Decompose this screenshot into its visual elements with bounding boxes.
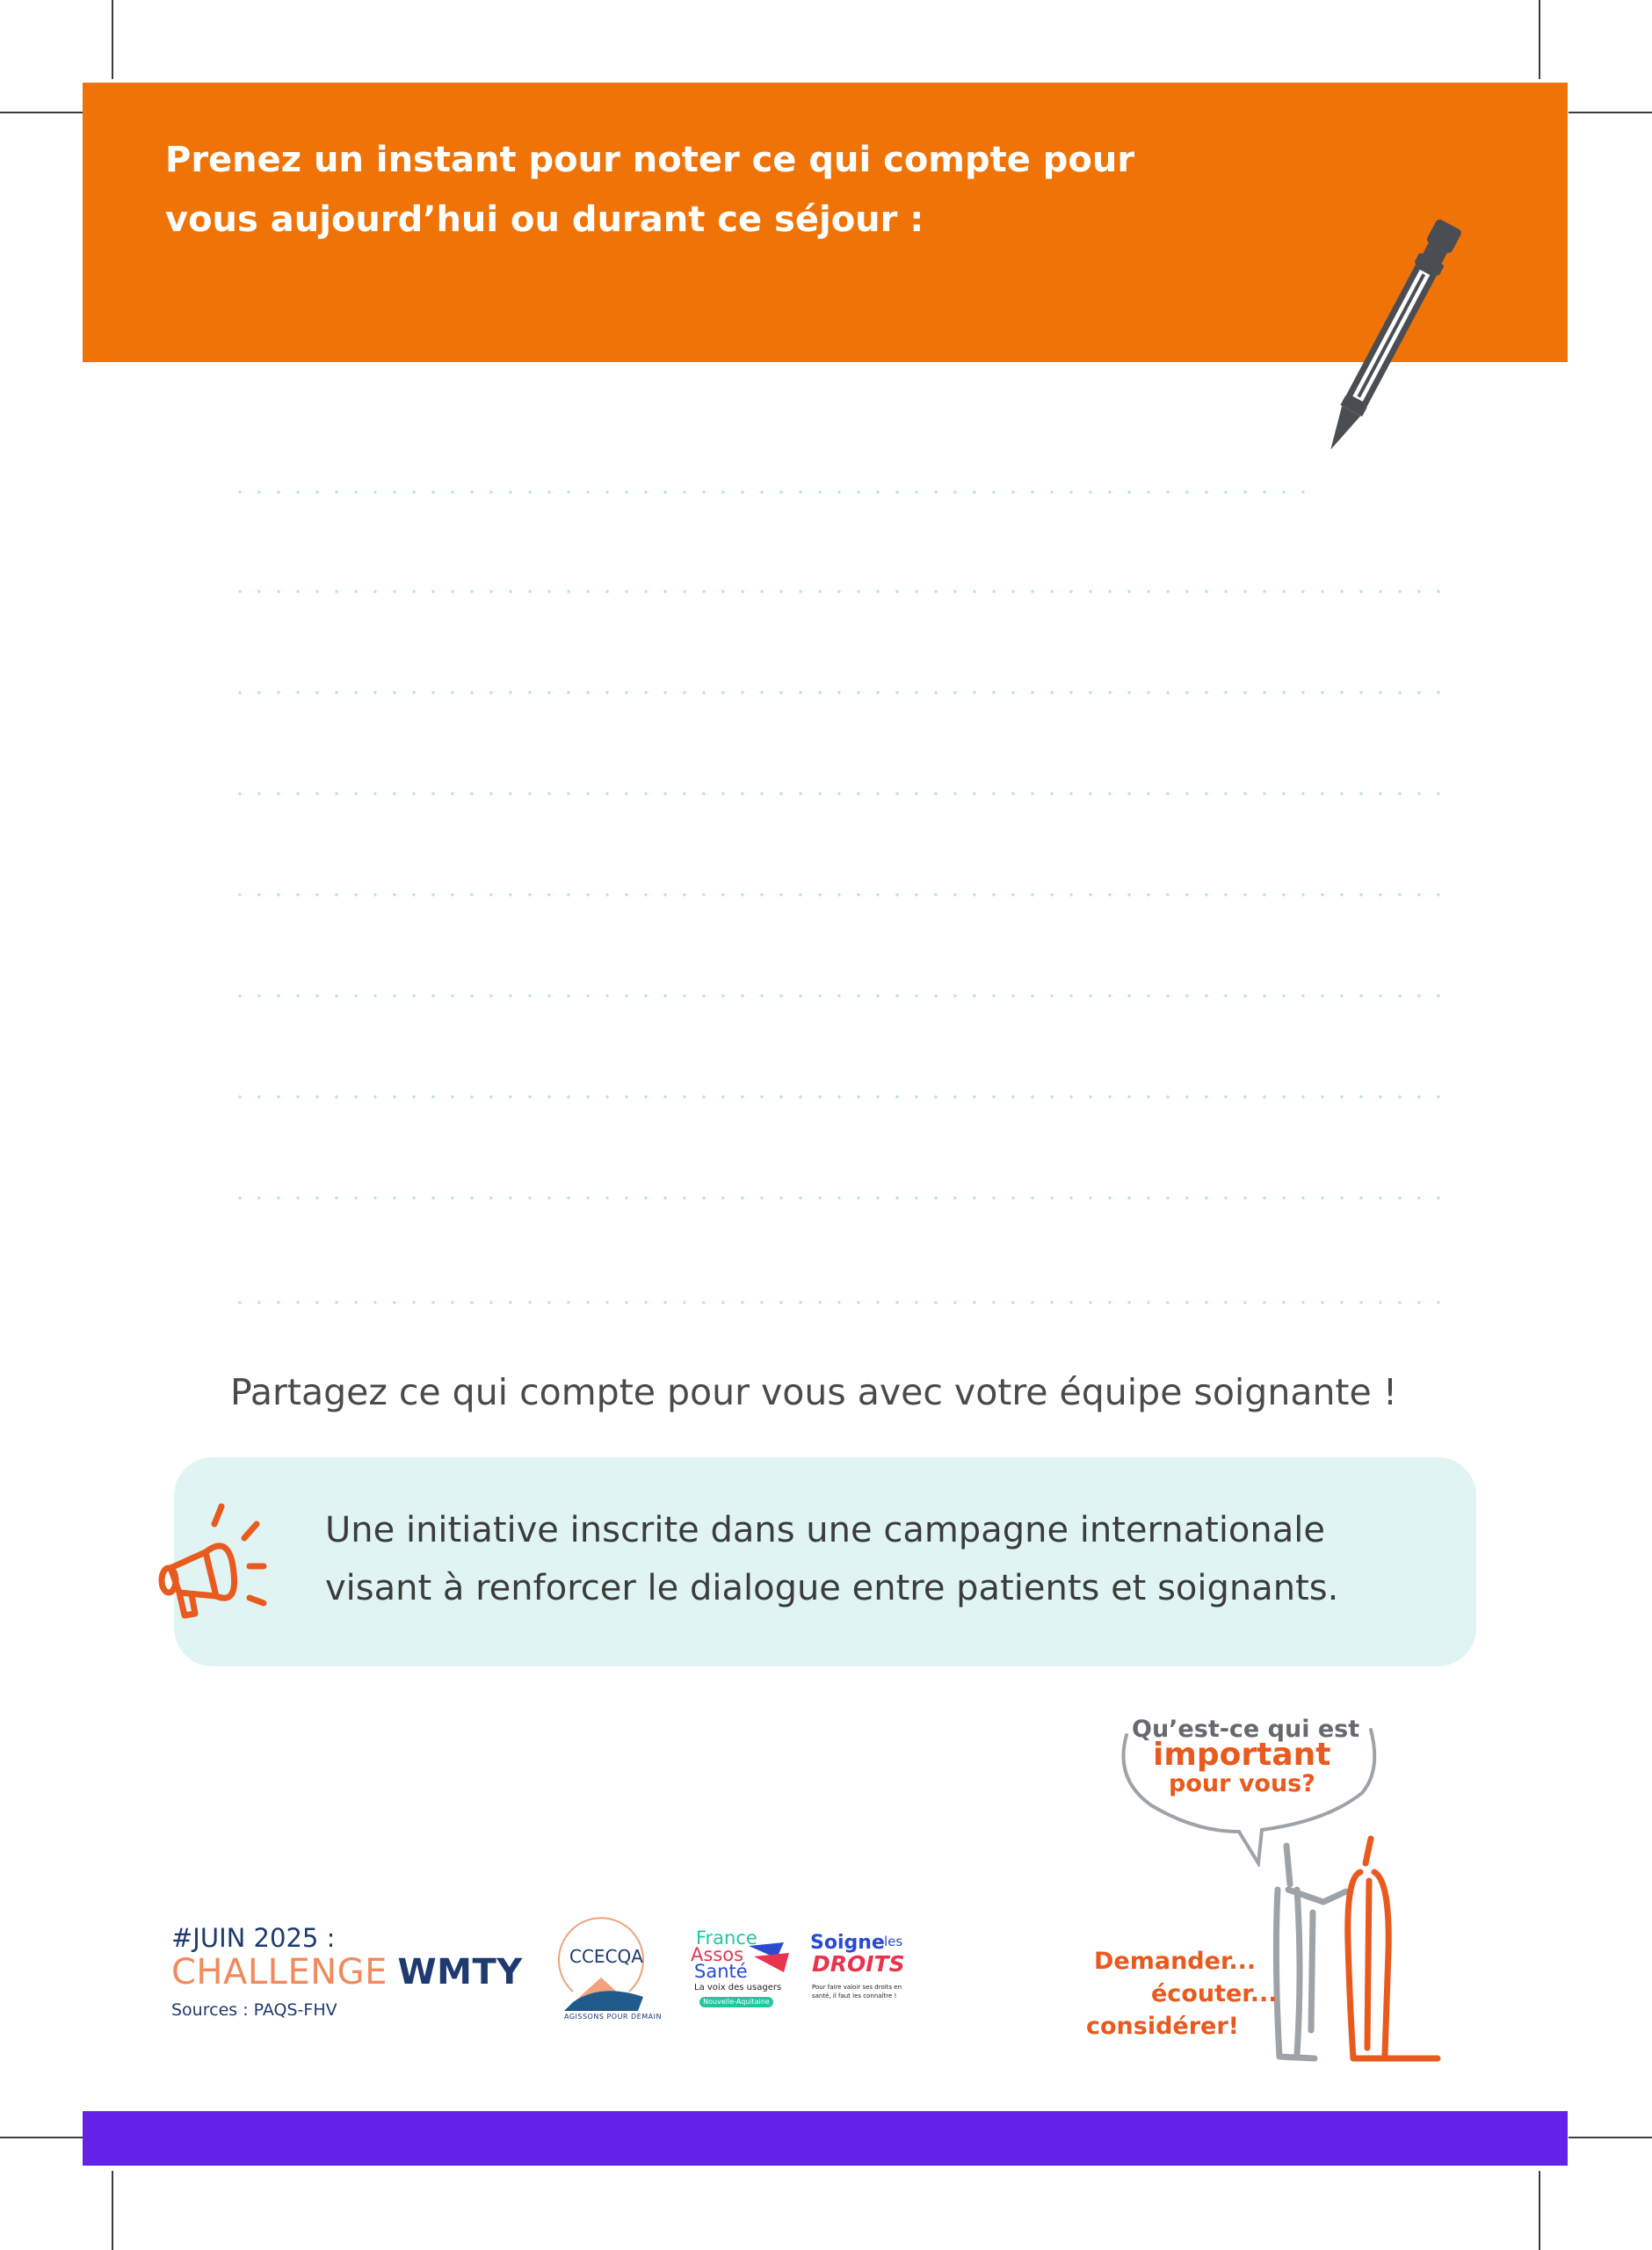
sld-droits: DROITS <box>812 1951 905 1977</box>
bubble-line-1: Qu’est-ce qui est <box>1132 1716 1360 1743</box>
writing-line[interactable] <box>230 792 1443 795</box>
writing-line[interactable] <box>230 1196 1443 1200</box>
writing-line[interactable] <box>230 893 1443 896</box>
writing-line[interactable] <box>230 1095 1443 1099</box>
fas-sante: Santé <box>694 1961 748 1982</box>
bubble-line-3: pour vous? <box>1169 1770 1315 1797</box>
writing-line[interactable] <box>230 490 1311 494</box>
footer-band <box>83 2111 1568 2166</box>
slogan-line-2: écouter... <box>1151 1980 1278 2007</box>
megaphone-icon <box>153 1489 276 1629</box>
header-prompt <box>165 130 1264 250</box>
slogan-line-3: considérer! <box>1086 2013 1239 2040</box>
fas-tagline: La voix des usagers <box>694 1983 782 1992</box>
header-line-2: vous aujourd’hui ou durant ce séjour : <box>165 200 924 240</box>
challenge-date: #JUIN 2025 : <box>171 1923 336 1953</box>
sld-les: les <box>884 1934 903 1949</box>
info-line-1: Une initiative inscrite dans une campagne internationale <box>325 1510 1325 1550</box>
info-message <box>325 1501 1459 1617</box>
crop-mark <box>1539 0 1540 79</box>
challenge-name <box>171 1953 523 1992</box>
two-people-illustration <box>1262 1828 1455 2083</box>
info-line-2: visant à renforcer le dialogue entre patients et soignants. <box>325 1568 1339 1608</box>
sld-tagline: Pour faire valoir ses droits en santé, il faut les connaître ! <box>812 1984 902 2000</box>
challenge-name-part1: CHALLENGE <box>171 1952 388 1992</box>
crop-mark <box>112 0 113 79</box>
crop-mark <box>1569 2137 1652 2138</box>
crop-mark <box>1569 112 1652 113</box>
challenge-block <box>171 1923 523 2020</box>
sld-soigne: Soigne <box>810 1932 885 1954</box>
header-line-1: Prenez un instant pour noter ce qui compte pour <box>165 140 1135 180</box>
share-message: Partagez ce qui compte pour vous avec votre équipe soignante ! <box>230 1371 1398 1413</box>
fas-region-badge: Nouvelle-Aquitaine <box>699 1997 773 2007</box>
ccecqa-name: CCECQA <box>569 1946 643 1967</box>
writing-line[interactable] <box>230 691 1443 694</box>
crop-mark <box>112 2171 113 2250</box>
crop-mark <box>0 2137 83 2138</box>
crop-mark <box>0 112 83 113</box>
fas-assos: Assos <box>691 1944 744 1965</box>
pencil-icon <box>1301 200 1476 482</box>
writing-line[interactable] <box>230 994 1443 998</box>
bubble-line-2: important <box>1153 1737 1331 1773</box>
fas-france: France <box>696 1927 757 1949</box>
writing-line[interactable] <box>230 590 1443 593</box>
writing-line[interactable] <box>230 1301 1443 1304</box>
slogan-line-1: Demander... <box>1094 1948 1257 1975</box>
crop-mark <box>1539 2171 1540 2250</box>
challenge-name-part2: WMTY <box>397 1952 523 1992</box>
ccecqa-tagline: AGISSONS POUR DEMAIN <box>564 2013 662 2021</box>
sources-note: Sources : PAQS-FHV <box>171 2000 337 2020</box>
